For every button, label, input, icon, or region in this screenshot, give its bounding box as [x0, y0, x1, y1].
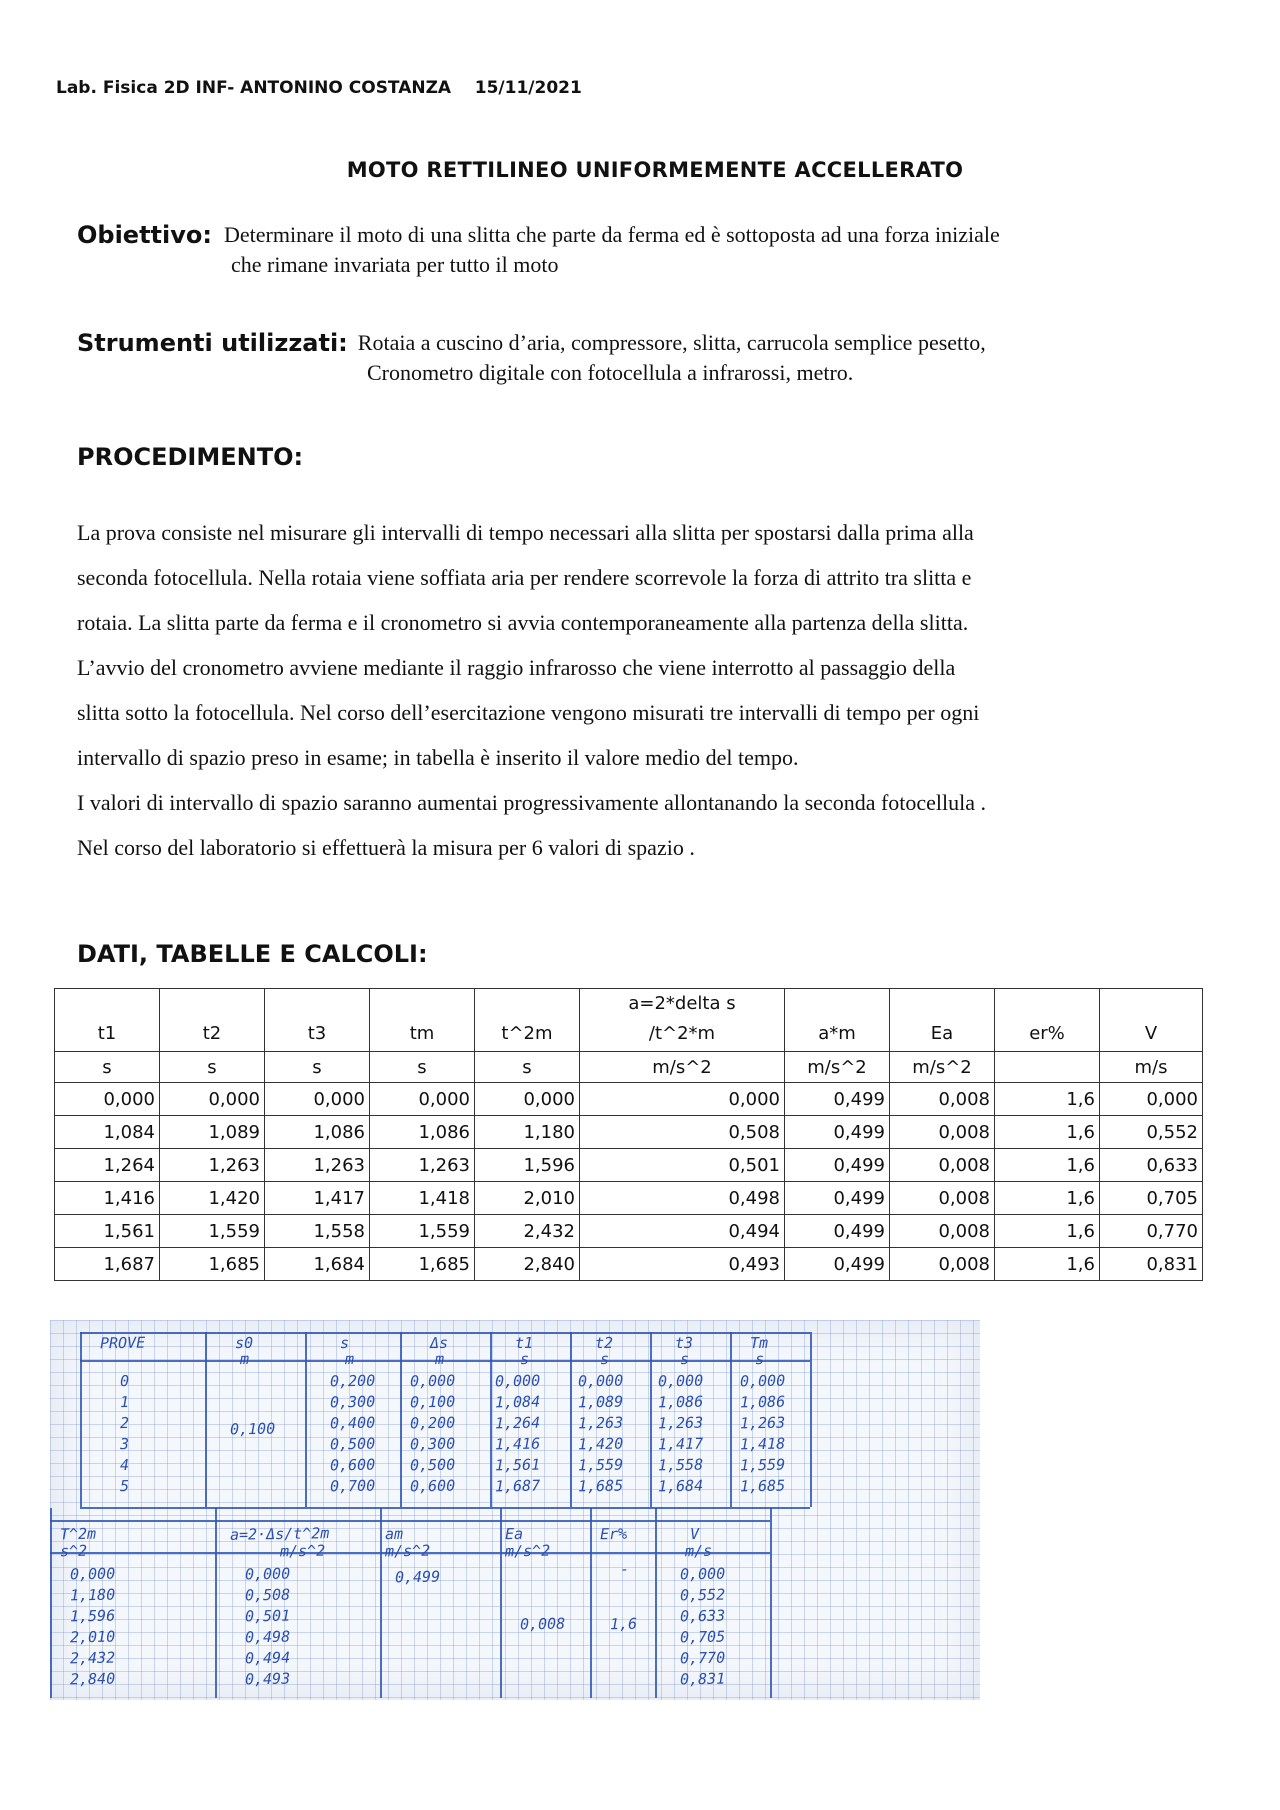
- notebook-header: Δs: [429, 1333, 449, 1353]
- unit-cell: m/s^2: [890, 1052, 995, 1083]
- notebook-ds: 0,300: [409, 1434, 456, 1454]
- table-cell: 0,494: [580, 1215, 785, 1248]
- unit-cell: s: [55, 1052, 160, 1083]
- procedimento-line: La prova consiste nel misurare gli intervalli di tempo necessari alla slitta per spostarsi dalla prima alla: [77, 520, 974, 545]
- table-cell: 1,559: [160, 1215, 265, 1248]
- header-t3: t3: [265, 989, 370, 1052]
- header-t2: t2: [160, 989, 265, 1052]
- notebook-a: 0,493: [244, 1669, 291, 1689]
- notebook-header: t1: [514, 1333, 534, 1353]
- table-cell: 0,633: [1100, 1149, 1203, 1182]
- notebook-t2m: 2,432: [69, 1648, 116, 1668]
- table-cell: 1,418: [370, 1182, 475, 1215]
- table-cell: 1,089: [160, 1116, 265, 1149]
- notebook-tm: 1,086: [739, 1392, 786, 1412]
- notebook-prove: 2: [119, 1413, 130, 1433]
- notebook-s: 0,700: [329, 1476, 376, 1496]
- notebook-ds: 0,500: [409, 1455, 456, 1475]
- table-cell: 1,687: [55, 1248, 160, 1281]
- table-cell: 0,552: [1100, 1116, 1203, 1149]
- notebook-grid-line: [50, 1508, 52, 1698]
- notebook-tm: 1,685: [739, 1476, 786, 1496]
- table-cell: 0,499: [785, 1215, 890, 1248]
- table-cell: 0,000: [1100, 1083, 1203, 1116]
- table-cell: 2,010: [475, 1182, 580, 1215]
- notebook-t2m: 0,000: [69, 1564, 116, 1584]
- notebook-grid-line: [80, 1507, 810, 1509]
- header-tm: tm: [370, 989, 475, 1052]
- table-cell: 0,831: [1100, 1248, 1203, 1281]
- notebook-header: a=2·Δs/t^2m: [229, 1524, 330, 1544]
- strumenti-line-2: Cronometro digitale con fotocellula a infrarossi, metro.: [367, 360, 854, 385]
- procedimento-line: I valori di intervallo di spazio saranno aumentai progressivamente allontanando la seconda fotocellula .: [77, 790, 987, 815]
- notebook-a: 0,498: [244, 1627, 291, 1647]
- notebook-tm: 0,000: [739, 1371, 786, 1391]
- table-body: [55, 1083, 1203, 1281]
- notebook-t3: 1,263: [657, 1413, 704, 1433]
- procedimento-line: seconda fotocellula. Nella rotaia viene soffiata aria per rendere scorrevole la forza di attrito tra slitta e: [77, 565, 972, 590]
- table-cell: 1,685: [370, 1248, 475, 1281]
- document-title: MOTO RETTILINEO UNIFORMEMENTE ACCELLERATO: [346, 158, 964, 182]
- table-cell: 0,000: [160, 1083, 265, 1116]
- notebook-ds: 0,600: [409, 1476, 456, 1496]
- table-cell: 1,6: [995, 1215, 1100, 1248]
- table-cell: 1,6: [995, 1182, 1100, 1215]
- table-cell: 0,705: [1100, 1182, 1203, 1215]
- notebook-unit: m: [344, 1349, 355, 1369]
- procedimento-text: [77, 510, 1197, 870]
- header-line: [56, 78, 582, 98]
- table-cell: 1,263: [370, 1149, 475, 1182]
- notebook-s: 0,400: [329, 1413, 376, 1433]
- notebook-t1: 1,264: [494, 1413, 541, 1433]
- table-cell: 0,000: [55, 1083, 160, 1116]
- notebook-header: Ea: [504, 1524, 524, 1544]
- notebook-unit: m/s^2: [384, 1541, 431, 1561]
- unit-cell: s: [475, 1052, 580, 1083]
- notebook-grid-line: [215, 1508, 217, 1698]
- header-a-line-2: /t^2*m: [648, 1023, 716, 1044]
- table-header-row: [55, 989, 1203, 1052]
- notebook-grid-line: [305, 1332, 307, 1507]
- notebook-t3: 1,417: [657, 1434, 704, 1454]
- notebook-unit: m/s: [684, 1541, 713, 1561]
- table-cell: 1,596: [475, 1149, 580, 1182]
- strumenti-line-1: Rotaia a cuscino d’aria, compressore, slitta, carrucola semplice pesetto,: [357, 330, 986, 355]
- notebook-grid-line: [730, 1332, 732, 1507]
- table-cell: 1,559: [370, 1215, 475, 1248]
- notebook-t2: 1,420: [577, 1434, 624, 1454]
- table-cell: 1,264: [55, 1149, 160, 1182]
- table-cell: 1,417: [265, 1182, 370, 1215]
- notebook-header: t2: [594, 1333, 614, 1353]
- obiettivo-line-2: che rimane invariata per tutto il moto: [231, 252, 559, 277]
- notebook-unit: m: [434, 1349, 445, 1369]
- notebook-ds: 0,100: [409, 1392, 456, 1412]
- table-cell: 1,6: [995, 1083, 1100, 1116]
- notebook-header: s0: [234, 1333, 254, 1353]
- table-cell: 0,000: [370, 1083, 475, 1116]
- notebook-t2: 0,000: [577, 1371, 624, 1391]
- header-am: a*m: [785, 989, 890, 1052]
- table-cell: 0,770: [1100, 1215, 1203, 1248]
- notebook-t3: 1,558: [657, 1455, 704, 1475]
- procedimento-line: intervallo di spazio preso in esame; in tabella è inserito il valore medio del tempo.: [77, 745, 799, 770]
- notebook-t2m: 1,596: [69, 1606, 116, 1626]
- table-row: [55, 1149, 1203, 1182]
- header-a: [580, 989, 785, 1052]
- notebook-grid-line: [770, 1508, 772, 1698]
- table-cell: 0,499: [785, 1248, 890, 1281]
- notebook-ds: 0,200: [409, 1413, 456, 1433]
- notebook-grid-line: [80, 1360, 810, 1362]
- table-cell: 1,263: [160, 1149, 265, 1182]
- table-cell: 1,086: [370, 1116, 475, 1149]
- table-cell: 1,6: [995, 1149, 1100, 1182]
- notebook-grid-line: [400, 1332, 402, 1507]
- obiettivo-label: Obiettivo:: [77, 221, 212, 249]
- notebook-prove: 5: [119, 1476, 130, 1496]
- table-cell: 0,498: [580, 1182, 785, 1215]
- notebook-tm: 1,559: [739, 1455, 786, 1475]
- notebook-header: Tm: [749, 1333, 769, 1353]
- notebook-am: 0,499: [394, 1567, 441, 1587]
- table-cell: 0,000: [475, 1083, 580, 1116]
- notebook-ea: 0,008: [519, 1614, 566, 1634]
- notebook-t2: 1,685: [577, 1476, 624, 1496]
- strumenti-label: Strumenti utilizzati:: [77, 329, 348, 357]
- procedimento-line: L’avvio del cronometro avviene mediante il raggio infrarosso che viene interrotto al passaggio della: [77, 655, 956, 680]
- notebook-v: 0,770: [679, 1648, 726, 1668]
- notebook-t1: 1,084: [494, 1392, 541, 1412]
- table-cell: 1,558: [265, 1215, 370, 1248]
- notebook-s: 0,300: [329, 1392, 376, 1412]
- table-cell: 0,499: [785, 1116, 890, 1149]
- table-cell: 0,008: [890, 1083, 995, 1116]
- notebook-er: 1,6: [609, 1614, 638, 1634]
- notebook-t2m: 2,840: [69, 1669, 116, 1689]
- notebook-header: V: [689, 1524, 700, 1544]
- notebook-grid-line: [490, 1332, 492, 1507]
- notebook-s0: 0,100: [229, 1419, 276, 1439]
- notebook-grid-line: [380, 1508, 382, 1698]
- table-cell: 1,6: [995, 1116, 1100, 1149]
- header-date: 15/11/2021: [474, 78, 582, 98]
- notebook-t1: 1,687: [494, 1476, 541, 1496]
- data-table: [54, 988, 1203, 1281]
- table-cell: 1,420: [160, 1182, 265, 1215]
- table-row: [55, 1215, 1203, 1248]
- table-cell: 0,000: [265, 1083, 370, 1116]
- notebook-header: PROVE: [99, 1333, 146, 1353]
- notebook-prove: 4: [119, 1455, 130, 1475]
- procedimento-line: slitta sotto la fotocellula. Nel corso dell’esercitazione vengono misurati tre intervalli di tempo per ogni: [77, 700, 980, 725]
- notebook-s: 0,600: [329, 1455, 376, 1475]
- header-ea: Ea: [890, 989, 995, 1052]
- table-cell: 0,499: [785, 1182, 890, 1215]
- table-cell: 0,008: [890, 1116, 995, 1149]
- unit-cell: s: [370, 1052, 475, 1083]
- notebook-grid-line: [650, 1332, 652, 1507]
- table-row: [55, 1083, 1203, 1116]
- notebook-v: 0,831: [679, 1669, 726, 1689]
- notebook-header: t3: [674, 1333, 694, 1353]
- notebook-a: 0,508: [244, 1585, 291, 1605]
- notebook-t2m: 2,010: [69, 1627, 116, 1647]
- table-cell: 0,499: [785, 1149, 890, 1182]
- notebook-tm: 1,263: [739, 1413, 786, 1433]
- procedimento-heading: PROCEDIMENTO:: [77, 443, 304, 471]
- header-t2m: t^2m: [475, 989, 580, 1052]
- header-a-line-1: a=2*delta s: [628, 993, 736, 1014]
- table-cell: 2,432: [475, 1215, 580, 1248]
- notebook-unit: s: [754, 1349, 765, 1369]
- table-cell: 1,263: [265, 1149, 370, 1182]
- notebook-ds: 0,000: [409, 1371, 456, 1391]
- obiettivo-section: [77, 220, 1197, 280]
- notebook-unit: m/s^2: [279, 1541, 326, 1561]
- table-cell: 1,084: [55, 1116, 160, 1149]
- unit-cell: m/s^2: [580, 1052, 785, 1083]
- notebook-t2: 1,263: [577, 1413, 624, 1433]
- unit-cell: s: [160, 1052, 265, 1083]
- notebook-v: 0,552: [679, 1585, 726, 1605]
- table-cell: 1,416: [55, 1182, 160, 1215]
- notebook-grid-line: [655, 1508, 657, 1698]
- table-row: [55, 1182, 1203, 1215]
- dati-heading: DATI, TABELLE E CALCOLI:: [77, 940, 428, 968]
- notebook-v: 0,705: [679, 1627, 726, 1647]
- notebook-t1: 0,000: [494, 1371, 541, 1391]
- table-cell: 1,561: [55, 1215, 160, 1248]
- table-cell: 1,6: [995, 1248, 1100, 1281]
- notebook-unit: m/s^2: [504, 1541, 551, 1561]
- notebook-photo: [50, 1320, 980, 1700]
- notebook-header: am: [384, 1524, 404, 1544]
- notebook-grid-line: [80, 1332, 82, 1507]
- table-cell: 0,008: [890, 1248, 995, 1281]
- table-cell: 0,493: [580, 1248, 785, 1281]
- notebook-a: 0,501: [244, 1606, 291, 1626]
- table-cell: 0,008: [890, 1149, 995, 1182]
- notebook-header: s: [339, 1333, 350, 1353]
- notebook-grid-line: [500, 1508, 502, 1698]
- table-cell: 0,501: [580, 1149, 785, 1182]
- notebook-prove: 0: [119, 1371, 130, 1391]
- notebook-t3: 1,684: [657, 1476, 704, 1496]
- notebook-tm: 1,418: [739, 1434, 786, 1454]
- notebook-s: 0,500: [329, 1434, 376, 1454]
- procedimento-line: rotaia. La slitta parte da ferma e il cronometro si avvia contemporaneamente alla partenza della slitta.: [77, 610, 969, 635]
- notebook-t3: 0,000: [657, 1371, 704, 1391]
- notebook-grid-line: [590, 1508, 592, 1698]
- table-row: [55, 1116, 1203, 1149]
- table-units-row: [55, 1052, 1203, 1083]
- notebook-t1: 1,416: [494, 1434, 541, 1454]
- header-v: V: [1100, 989, 1203, 1052]
- notebook-t1: 1,561: [494, 1455, 541, 1475]
- notebook-t2m: 1,180: [69, 1585, 116, 1605]
- notebook-header: Er%: [599, 1524, 628, 1544]
- header-t1: t1: [55, 989, 160, 1052]
- notebook-s: 0,200: [329, 1371, 376, 1391]
- notebook-unit: s: [679, 1349, 690, 1369]
- notebook-unit: m: [239, 1349, 250, 1369]
- notebook-t2: 1,559: [577, 1455, 624, 1475]
- table-row: [55, 1248, 1203, 1281]
- unit-cell: s: [265, 1052, 370, 1083]
- notebook-header: T^2m: [59, 1524, 97, 1544]
- table-cell: 1,685: [160, 1248, 265, 1281]
- table-cell: 1,684: [265, 1248, 370, 1281]
- notebook-prove: 3: [119, 1434, 130, 1454]
- strumenti-section: [77, 328, 1197, 388]
- table-cell: 0,499: [785, 1083, 890, 1116]
- obiettivo-line-1: Determinare il moto di una slitta che parte da ferma ed è sottoposta ad una forza iniziale: [224, 222, 1000, 247]
- notebook-unit: s: [599, 1349, 610, 1369]
- notebook-unit: s: [519, 1349, 530, 1369]
- table-cell: 0,000: [580, 1083, 785, 1116]
- notebook-a: 0,000: [244, 1564, 291, 1584]
- notebook-grid-line: [810, 1332, 812, 1507]
- notebook-unit: s^2: [59, 1541, 88, 1561]
- unit-cell: [995, 1052, 1100, 1083]
- notebook-t2: 1,089: [577, 1392, 624, 1412]
- notebook-dash: -: [619, 1559, 630, 1579]
- notebook-prove: 1: [119, 1392, 130, 1412]
- header-er: er%: [995, 989, 1100, 1052]
- header-lab: Lab. Fisica 2D INF- ANTONINO COSTANZA: [56, 78, 452, 98]
- table-cell: 0,508: [580, 1116, 785, 1149]
- notebook-t3: 1,086: [657, 1392, 704, 1412]
- unit-cell: m/s: [1100, 1052, 1203, 1083]
- unit-cell: m/s^2: [785, 1052, 890, 1083]
- table-cell: 2,840: [475, 1248, 580, 1281]
- table-cell: 0,008: [890, 1215, 995, 1248]
- notebook-v: 0,633: [679, 1606, 726, 1626]
- notebook-v: 0,000: [679, 1564, 726, 1584]
- table-cell: 1,180: [475, 1116, 580, 1149]
- procedimento-line: Nel corso del laboratorio si effettuerà la misura per 6 valori di spazio .: [77, 835, 695, 860]
- notebook-grid-line: [570, 1332, 572, 1507]
- notebook-grid-line: [50, 1520, 770, 1522]
- table-cell: 0,008: [890, 1182, 995, 1215]
- notebook-grid-line: [205, 1332, 207, 1507]
- notebook-a: 0,494: [244, 1648, 291, 1668]
- table-cell: 1,086: [265, 1116, 370, 1149]
